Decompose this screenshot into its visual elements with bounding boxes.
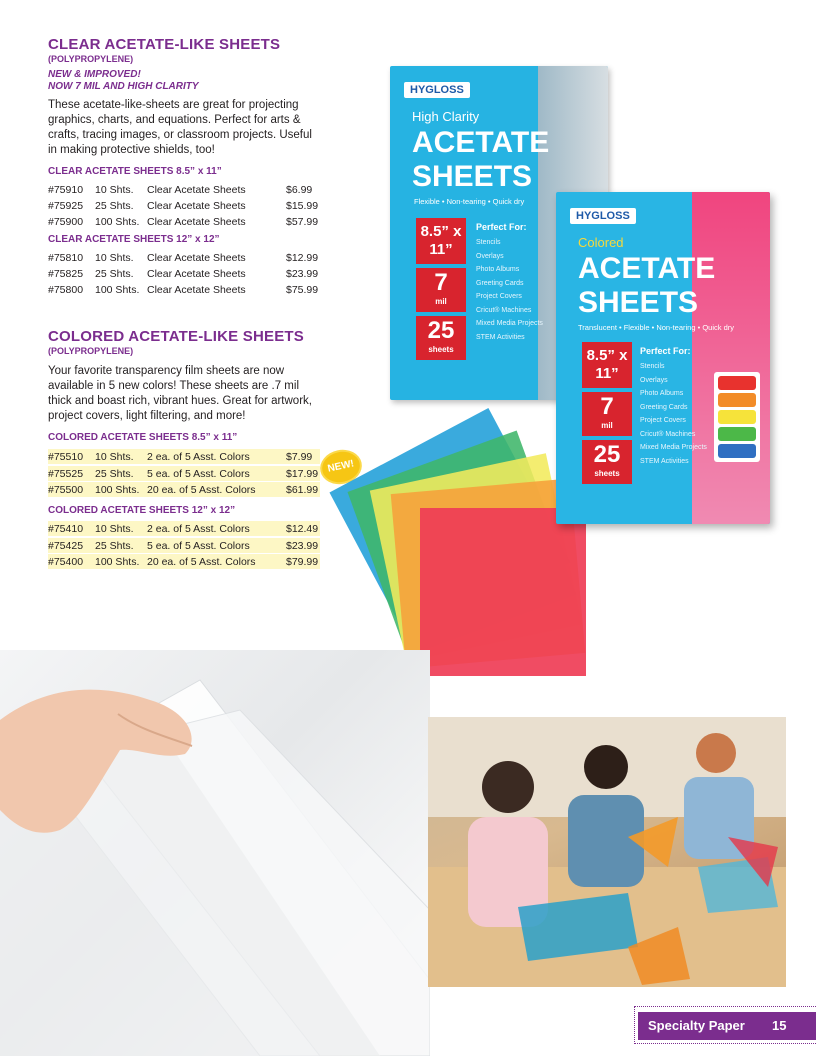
- sku: #75925: [48, 200, 84, 212]
- table-row: [48, 521, 320, 537]
- desc: Clear Acetate Sheets: [147, 284, 246, 296]
- desc: 20 ea. of 5 Asst. Colors: [147, 484, 256, 496]
- desc: 5 ea. of 5 Asst. Colors: [147, 539, 250, 552]
- count-badge: [416, 316, 466, 360]
- desc: Clear Acetate Sheets: [147, 268, 246, 280]
- use-item: Overlays: [640, 376, 668, 384]
- package-line-2: ACETATE: [412, 126, 550, 159]
- qty: 10 Shts.: [95, 184, 134, 196]
- table-row: [48, 182, 320, 198]
- package-pink-edge: [692, 192, 770, 524]
- uses-list: [476, 236, 543, 344]
- new-badge: NEW!: [319, 448, 362, 485]
- red-sheet: [420, 508, 586, 676]
- qty: 100 Shts.: [95, 216, 140, 228]
- page-footer: [638, 1012, 816, 1040]
- sku: #75510: [48, 451, 84, 463]
- use-item: Overlays: [476, 252, 504, 260]
- qty: 100 Shts.: [95, 556, 140, 568]
- uses-list: [640, 360, 707, 468]
- colored-table-1-title: COLORED ACETATE SHEETS 8.5” x 11”: [48, 432, 238, 443]
- desc: 2 ea. of 5 Asst. Colors: [147, 523, 250, 535]
- table-row: [48, 266, 320, 282]
- mil-unit: mil: [601, 421, 613, 430]
- sku: #75425: [48, 539, 84, 552]
- size-badge: 8.5” x 11”: [582, 342, 632, 388]
- count-unit: sheets: [594, 469, 620, 478]
- use-item: Mixed Media Projects: [640, 444, 707, 451]
- color-swatch: [718, 376, 756, 390]
- sku: #75500: [48, 484, 84, 496]
- package-line-1: Colored: [578, 235, 624, 250]
- count-value: 25: [593, 441, 621, 468]
- count-value: 25: [427, 317, 455, 344]
- color-swatch-panel: [714, 372, 760, 462]
- sku: #75400: [48, 556, 84, 568]
- package-tagline: Translucent • Flexible • Non-tearing • Quick dry: [578, 323, 734, 332]
- qty: 25 Shts.: [95, 467, 134, 480]
- use-item: Cricut® Machines: [476, 306, 532, 314]
- use-item: Photo Albums: [476, 266, 520, 273]
- use-item: STEM Activities: [640, 457, 689, 465]
- price: $23.99: [286, 539, 319, 552]
- mil-badge: [582, 392, 632, 436]
- colored-table-2: [48, 521, 320, 571]
- qty: 10 Shts.: [95, 451, 134, 463]
- qty: 10 Shts.: [95, 523, 134, 535]
- colored-section-subtitle: (POLYPROPYLENE): [48, 346, 134, 356]
- qty: 25 Shts.: [95, 200, 134, 212]
- colored-table-1: [48, 449, 320, 499]
- sku: #75910: [48, 184, 84, 196]
- package-line-3: SHEETS: [412, 160, 533, 193]
- mil-unit: mil: [435, 297, 447, 306]
- desc: Clear Acetate Sheets: [147, 200, 246, 212]
- use-item: Photo Albums: [640, 390, 684, 397]
- price: $6.99: [286, 184, 313, 196]
- use-item: Project Covers: [476, 293, 522, 300]
- desc: 2 ea. of 5 Asst. Colors: [147, 451, 250, 463]
- table-row: [48, 554, 320, 570]
- colored-section-title: COLORED ACETATE-LIKE SHEETS: [48, 328, 304, 345]
- use-item: Cricut® Machines: [640, 430, 696, 438]
- page-number: 15: [772, 1018, 787, 1033]
- qty: 25 Shts.: [95, 268, 134, 280]
- colored-description: Your favorite transparency film sheets are now available in 5 new colors! These sheets are .7 mil thick and boast rich, vibrant hues. Great for artwork, project covers, light filtering, and more!: [48, 365, 312, 422]
- section-name: Specialty Paper: [648, 1018, 745, 1033]
- clear-new-note: NEW & IMPROVED!: [48, 69, 141, 80]
- price: $57.99: [286, 216, 319, 228]
- colored-table-2-title: COLORED ACETATE SHEETS 12” x 12”: [48, 505, 236, 516]
- clear-section-subtitle: (POLYPROPYLENE): [48, 54, 134, 64]
- desc: Clear Acetate Sheets: [147, 184, 246, 196]
- package-line-3: SHEETS: [578, 286, 699, 319]
- price: $17.99: [286, 467, 319, 480]
- color-swatch: [718, 393, 756, 407]
- clear-table-1: [48, 182, 320, 230]
- price: $23.99: [286, 268, 319, 280]
- use-item: Stencils: [640, 363, 665, 370]
- classroom-illustration: [428, 717, 786, 987]
- price: $12.99: [286, 252, 319, 264]
- count-unit: sheets: [428, 345, 454, 354]
- qty: 10 Shts.: [95, 252, 134, 264]
- color-swatch: [718, 427, 756, 441]
- clear-table-2-title: CLEAR ACETATE SHEETS 12” x 12”: [48, 234, 220, 245]
- sku: #75810: [48, 252, 84, 264]
- qty: 100 Shts.: [95, 284, 140, 296]
- price: $75.99: [286, 284, 319, 296]
- use-item: Stencils: [476, 239, 501, 246]
- clear-table-2: [48, 250, 320, 298]
- table-row: [48, 466, 320, 482]
- desc: 20 ea. of 5 Asst. Colors: [147, 556, 256, 568]
- count-badge: [582, 440, 632, 484]
- mil-value: 7: [600, 393, 614, 420]
- clear-description: These acetate-like-sheets are great for projecting graphics, charts, and equations. Perfect for arts & crafts, tracing images, or classroom projects. Useful in making protective shields, too!: [48, 99, 312, 156]
- price: $79.99: [286, 556, 319, 568]
- clear-sheets-photo: [0, 650, 430, 1056]
- sku: #75410: [48, 523, 84, 535]
- classroom-photo: [428, 717, 786, 987]
- price: $12.49: [286, 523, 319, 535]
- color-swatch: [718, 410, 756, 424]
- hygloss-logo: HYGLOSS: [570, 208, 636, 224]
- clear-clarity-note: NOW 7 MIL AND HIGH CLARITY: [48, 81, 199, 92]
- use-item: Project Covers: [640, 417, 686, 424]
- qty: 100 Shts.: [95, 484, 140, 496]
- price: $7.99: [286, 451, 313, 463]
- package-line-2: ACETATE: [578, 252, 716, 285]
- sku: #75525: [48, 467, 84, 480]
- table-row: [48, 538, 320, 554]
- color-swatch: [718, 444, 756, 458]
- hygloss-logo: HYGLOSS: [404, 82, 470, 98]
- sku: #75825: [48, 268, 84, 280]
- qty: 25 Shts.: [95, 539, 134, 552]
- perfect-for-label: Perfect For:: [476, 222, 527, 232]
- sku: #75800: [48, 284, 84, 296]
- clear-sheets-illustration: [0, 650, 430, 1056]
- use-item: STEM Activities: [476, 333, 525, 341]
- size-badge: 8.5” x 11”: [416, 218, 466, 264]
- perfect-for-label: Perfect For:: [640, 346, 691, 356]
- desc: Clear Acetate Sheets: [147, 252, 246, 264]
- price: $15.99: [286, 200, 319, 212]
- table-row: [48, 282, 320, 298]
- package-line-1: High Clarity: [412, 109, 480, 124]
- mil-badge: [416, 268, 466, 312]
- table-row: [48, 482, 320, 498]
- table-row: [48, 449, 320, 465]
- desc: Clear Acetate Sheets: [147, 216, 246, 228]
- price: $61.99: [286, 484, 319, 496]
- clear-section-title: CLEAR ACETATE-LIKE SHEETS: [48, 36, 281, 53]
- package-tagline: Flexible • Non-tearing • Quick dry: [414, 197, 525, 206]
- mil-value: 7: [434, 269, 448, 296]
- clear-table-1-title: CLEAR ACETATE SHEETS 8.5” x 11”: [48, 166, 222, 177]
- use-item: Mixed Media Projects: [476, 320, 543, 327]
- table-row: [48, 198, 320, 214]
- use-item: Greeting Cards: [640, 403, 688, 411]
- desc: 5 ea. of 5 Asst. Colors: [147, 467, 250, 480]
- use-item: Greeting Cards: [476, 279, 524, 287]
- colored-acetate-package: [556, 192, 770, 524]
- sku: #75900: [48, 216, 84, 228]
- table-row: [48, 214, 320, 230]
- table-row: [48, 250, 320, 266]
